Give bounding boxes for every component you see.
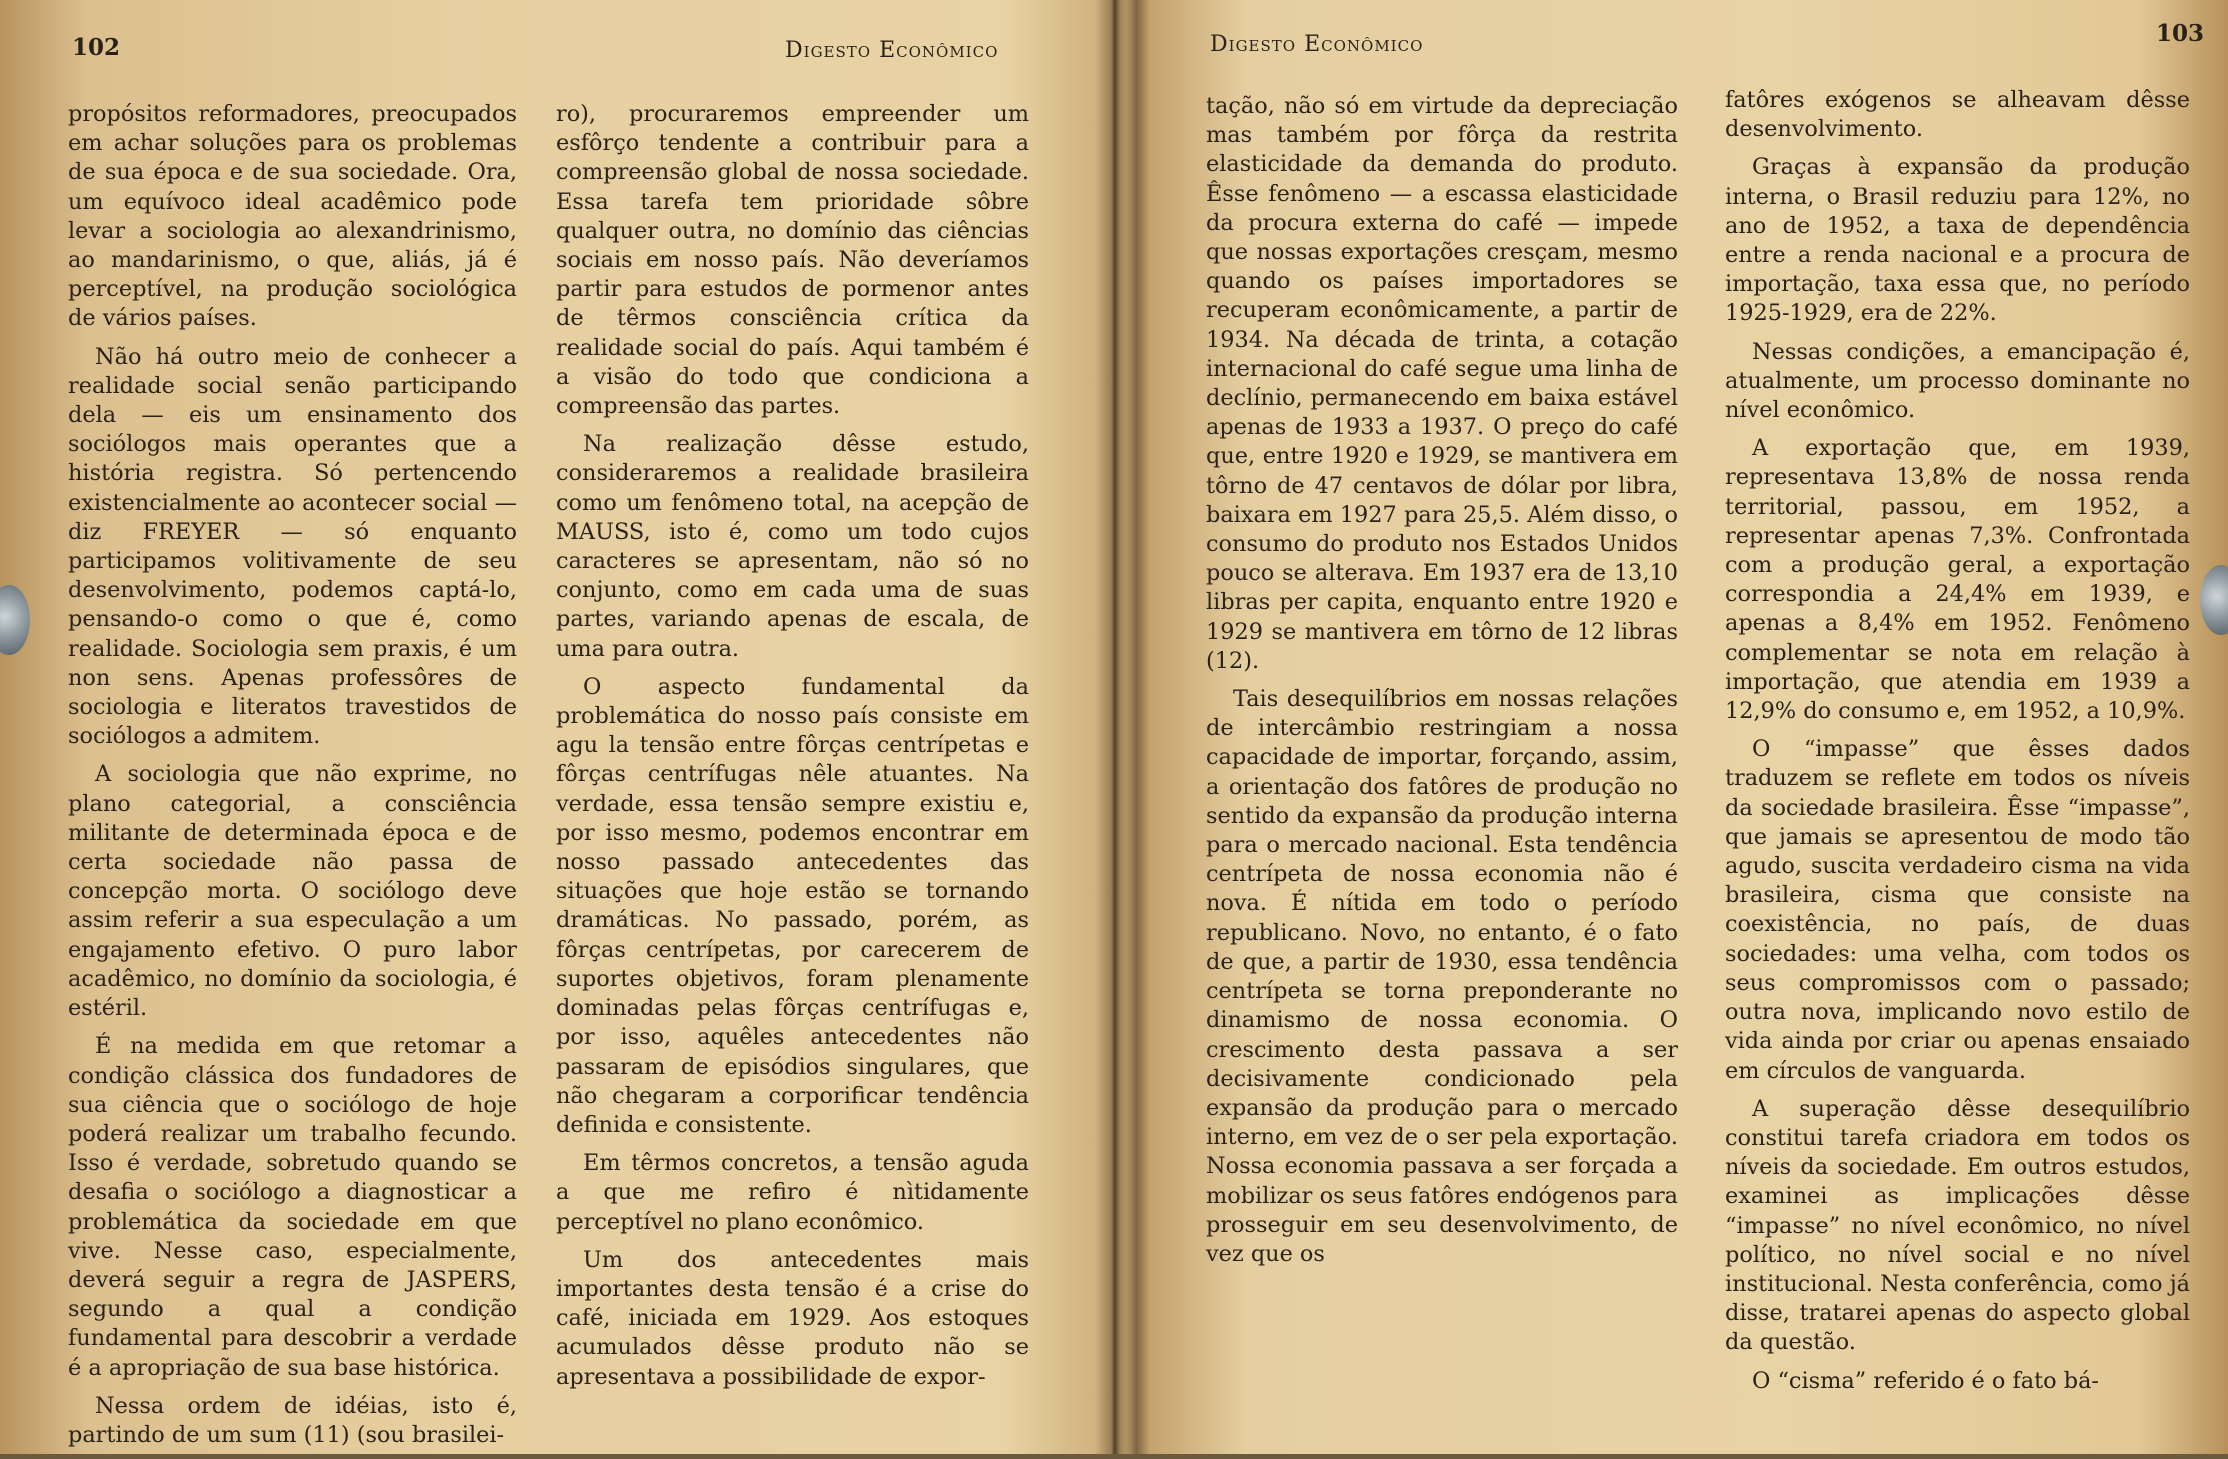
binding-hole — [0, 585, 30, 655]
paragraph: Graças à expansão da produção interna, o Brasil reduziu para 12%, no ano de 1952, a taxa de dependência entre a renda nacional e a procura de importação, taxa essa que, no período 1925-1929, era de 22%. — [1725, 154, 2190, 327]
right-page-column-2 — [1725, 86, 2190, 1405]
paragraph: propósitos reformadores, preocupados em achar soluções para os problemas de sua época e de sua sociedade. Ora, um equívoco ideal acadêmico pode levar a sociologia ao alexandrinismo, ao mandarinismo, o que, aliás, já é perceptível, na produção sociológica de vários países. — [68, 101, 517, 332]
paragraph: Não há outro meio de conhecer a realidade social senão participando dela — eis um ensinamento dos sociólogos mais operantes que a história registra. Só pertencendo existencialmente ao acontecer social — diz FREYER — só enquanto participamos volitivamente de seu desenvolvimento, podemos captá-lo, pensando-o como o que é, como realidade. Sociologia sem praxis, é um non sens. Apenas professôres de sociologia e literatos travestidos de sociólogos a admitem. — [68, 343, 517, 750]
paragraph: A exportação que, em 1939, representava 13,8% de nossa renda territorial, passou, em 1952, a representar apenas 7,3%. Confrontada com a produção geral, a exportação correspondia a 24,4% em 1939, e apenas a 8,4% em 1952. Fenômeno complementar se nota em relação à importação, que atendia em 1939 a 12,9% do consumo e, em 1952, a 10,9%. — [1725, 435, 2190, 725]
binding-hole — [2200, 565, 2228, 635]
left-page — [0, 0, 1112, 1454]
right-page-column-1 — [1206, 92, 1678, 1278]
paragraph: fatôres exógenos se alheavam dêsse desenvolvimento. — [1725, 87, 2190, 143]
paragraph: Tais desequilíbrios em nossas relações de intercâmbio restringiam a nossa capacidade de importar, forçando, assim, a orientação dos fatôres de produção no sentido da expansão da produção interna para o mercado nacional. Esta tendência centrípeta de nossa economia não é nova. É nítida em todo o período republicano. Novo, no entanto, é o fato de que, a partir de 1930, essa tendência centrípeta se torna preponderante no dinamismo de nossa economia. O crescimento desta passava a ser decisivamente condicionado pela expansão da produção para o mercado interno, em vez de o ser pela exportação. Nossa economia passava a ser forçada a mobilizar os seus fatôres endógenos para prosseguir em seu desenvolvimento, de vez que os — [1206, 686, 1678, 1267]
paragraph: Nessas condições, a emancipação é, atualmente, um processo dominante no nível econômico. — [1725, 338, 2190, 424]
page-number: 103 — [2156, 20, 2205, 47]
running-head: Digesto Econômico — [1210, 32, 1424, 57]
paragraph: O “impasse” que êsses dados traduzem se reflete em todos os níveis da sociedade brasileira. Êsse “impasse”, que jamais se apresentou de modo tão agudo, suscita verdadeiro cisma na vida brasileira, cisma que consiste na coexistência, no país, de duas sociedades: uma velha, com todos os seus compromissos com o passado; outra nova, implicando novo estilo de vida ainda por criar ou apenas ensaiado em círculos de vanguarda. — [1725, 736, 2190, 1084]
left-page-column-1 — [68, 100, 517, 1459]
paragraph: O aspecto fundamental da problemática do nosso país consiste em agu la tensão entre fôrças centrípetas e fôrças centrífugas nêle atuantes. Na verdade, essa tensão sempre existiu e, por isso mesmo, podemos encontrar em nosso passado antecedentes das situações que hoje estão se tornando dramáticas. No passado, porém, as fôrças centrípetas, por carecerem de suportes objetivos, foram plenamente dominadas pelas fôrças centrífugas e, por isso, aquêles antecedentes não passaram de episódios singulares, que não chegaram a corporificar tendência definida e consistente. — [556, 673, 1029, 1138]
paragraph: Na realização dêsse estudo, consideraremos a realidade brasileira como um fenômeno total, na acepção de MAUSS, isto é, como um todo cujos caracteres se apresentam, não só no conjunto, como em cada uma de suas partes, variando apenas de escala, de uma para outra. — [556, 431, 1029, 662]
running-head: Digesto Econômico — [785, 38, 999, 63]
right-page — [1116, 0, 2228, 1454]
paragraph: A superação dêsse desequilíbrio constitui tarefa criadora em todos os níveis da sociedade. Em outros estudos, examinei as implicações dêsse “impasse” no nível econômico, no nível político, no nível social e no nível institucional. Nesta conferência, como já disse, tratarei apenas do aspecto global da questão. — [1725, 1095, 2190, 1356]
paragraph: ro), procuraremos empreender um esfôrço tendente a contribuir para a compreensão global de nossa sociedade. Essa tarefa tem prioridade sôbre qualquer outra, no domínio das ciências sociais em nosso país. Não deveríamos partir para estudos de pormenor antes de têrmos consciência crítica da realidade social do país. Aqui também é a visão do todo que condiciona a compreensão das partes. — [556, 101, 1029, 420]
paragraph: Nessa ordem de idéias, isto é, partindo de um sum (11) (sou brasilei- — [68, 1392, 517, 1448]
paragraph: tação, não só em virtude da depreciação mas também por fôrça da restrita elasticidade da demanda do produto. Êsse fenômeno — a escassa elasticidade da procura externa do café — impede que nossas exportações cresçam, mesmo quando os países importadores se recuperam econômicamente, a partir de 1934. Na década de trinta, a cotação internacional do café segue uma linha de declínio, permanecendo em baixa estável apenas de 1933 a 1937. O preço do café que, entre 1920 e 1929, se mantivera em tôrno de 47 centavos de dólar por libra, baixara em 1927 para 25,5. Além disso, o consumo do produto nos Estados Unidos pouco se alterava. Em 1937 era de 13,10 libras per capita, enquanto entre 1920 e 1929 se mantivera em tôrno de 12 libras (12). — [1206, 93, 1678, 674]
paragraph: É na medida em que retomar a condição clássica dos fundadores de sua ciência que o sociólogo de hoje poderá realizar um trabalho fecundo. Isso é verdade, sobretudo quando se desafia o sociólogo a diagnosticar a problemática da sociedade em que vive. Nesse caso, especialmente, deverá seguir a regra de JASPERS, segundo a qual a condição fundamental para descobrir a verdade é a apropriação de sua base histórica. — [68, 1033, 517, 1381]
left-page-column-2 — [556, 100, 1029, 1401]
paragraph: Em têrmos concretos, a tensão aguda a que me refiro é nìtidamente perceptível no plano econômico. — [556, 1150, 1029, 1235]
paragraph: O “cisma” referido é o fato bá- — [1752, 1367, 2099, 1394]
paragraph: Um dos antecedentes mais importantes desta tensão é a crise do café, iniciada em 1929. Aos estoques acumulados dêsse produto não se apresentava a possibilidade de expor- — [556, 1246, 1029, 1390]
paragraph: A sociologia que não exprime, no plano categorial, a consciência militante de determinada época e de certa sociedade não passa de concepção morta. O sociólogo deve assim referir a sua especulação a um engajamento efetivo. O puro labor acadêmico, no domínio da sociologia, é estéril. — [68, 761, 517, 1022]
page-number: 102 — [72, 34, 121, 61]
